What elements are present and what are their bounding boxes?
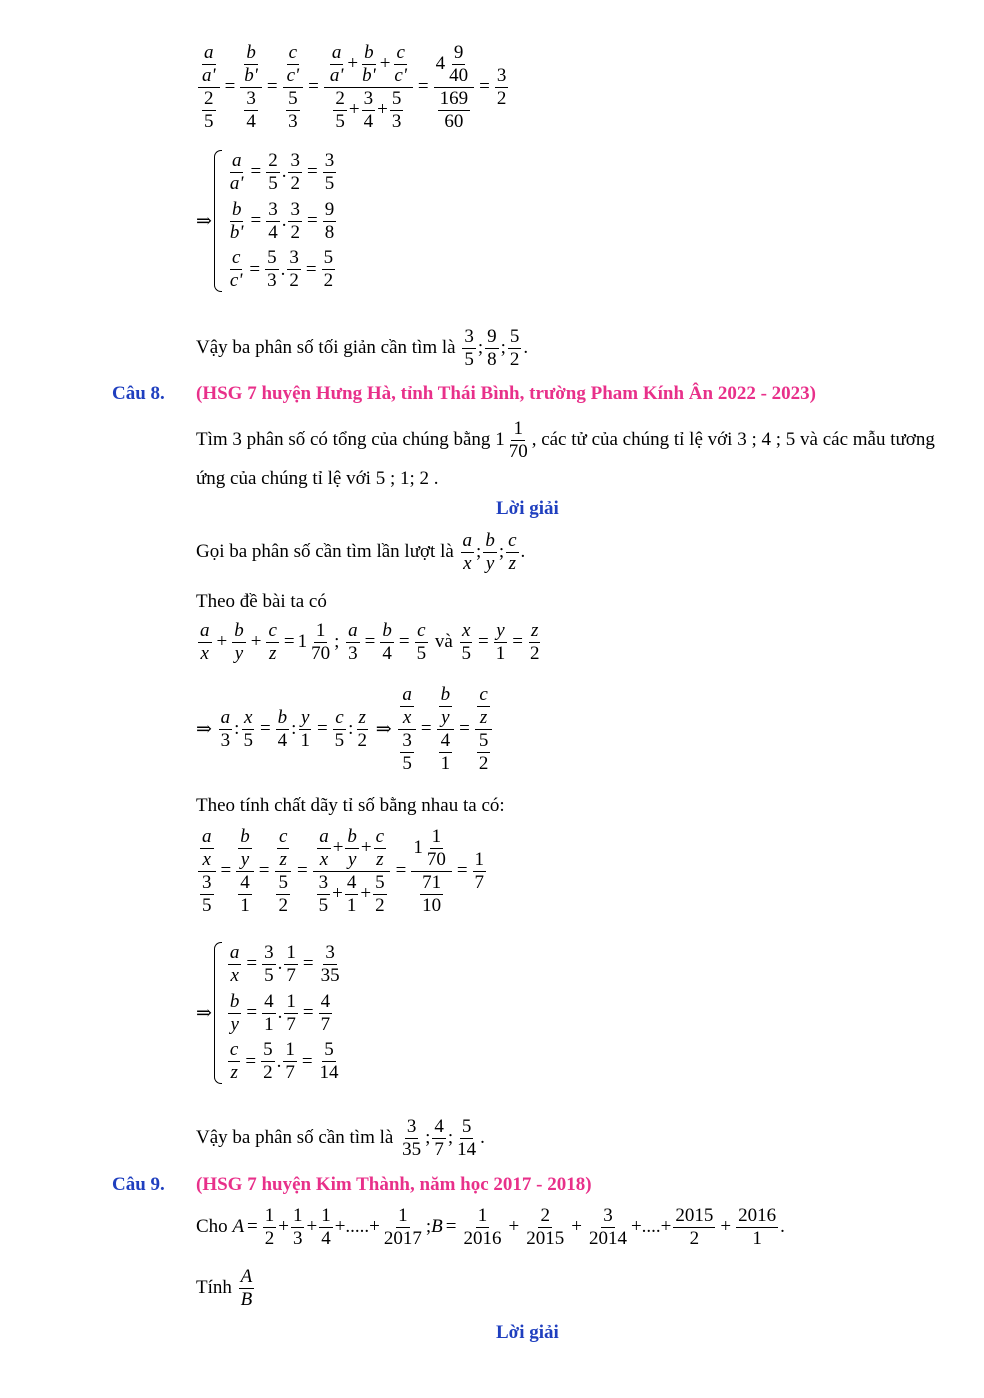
- result-system-2: ⇒ $\frac{a}{x}$ = $\frac{3}{5}$ . $\frac{1}{7}$ = $\frac{3}{35}$ $\frac{b}{y}$ = $\frac{4}{1}$ . $\frac{1}{7}$ = $\frac{4}{7}$ $\frac{c}{z}$ = $\frac{5}{2}$ . $\frac{1}{7}$ = $\frac{5}{14}$: [196, 942, 340, 1084]
- given-equations: a x + $\frac{b}{y}$ + $\frac{c}{z}$ = 1 1 70 ; $\frac{a}{3}$ = $\frac{b}{4}$ = $\frac{c}{5}$ và $\frac{x}{5}$ = $\frac{y}{1}$ = $\frac{z}{2}$: [200, 620, 540, 664]
- left-brace-icon: [214, 942, 222, 1084]
- conclusion-2: Vậy ba phân số cần tìm là 3 35 ; 4 7 ; 5 14 .: [196, 1116, 485, 1160]
- ratio-chain-equation: $\frac{\frac{a}{a'}}{\frac{2}{5}}$ = $\frac{\frac{b}{b'}}{\frac{3}{4}}$ = $\frac{\frac{c}{c'}}{\frac{5}{3}}$ = a a' + $\frac{b}{b'}$ + $\frac{c}{c'}$ 2 5 + $\frac{3}{4}$ + $\frac{5}{3}$ = 4 9 40 $\frac{169}{60}$ = $\frac{3}{2}$: [196, 42, 510, 132]
- let-fractions: Gọi ba phân số cần tìm lần lượt là a x ; b y ; c z .: [196, 530, 526, 574]
- result-system-1: ⇒ $\frac{a}{a'}$ = $\frac{2}{5}$ . $\frac{3}{2}$ = $\frac{3}{5}$ $\frac{b}{b'}$ = $\frac{3}{4}$ . $\frac{3}{2}$ = $\frac{9}{8}$ $\frac{c}{c'}$ = $\frac{5}{3}$ . $\frac{3}{2}$ = $\frac{5}{2}$: [196, 150, 335, 292]
- ratio-sum-equation: $\frac{\frac{a}{x}}{\frac{3}{5}}$ = $\frac{\frac{b}{y}}{\frac{4}{1}}$ = $\frac{\frac{c}{z}}{\frac{5}{2}}$ = a x + $\frac{b}{y}$ + $\frac{c}{z}$ 3 5 + $\frac{4}{1}$ + $\frac{5}{2}$ = 1 1 70 $\frac{71}{10}$ = $\frac{1}{7}$: [196, 826, 488, 916]
- given-text: Theo đề bài ta có: [196, 591, 327, 612]
- left-brace-icon: [214, 150, 222, 292]
- ratio-transform: ⇒ a 3 : $\frac{x}{5}$ = $\frac{b}{4}$ : $\frac{y}{1}$ = $\frac{c}{5}$ : z 2 ⇒ $\frac{\frac{a}{x}}{\frac{3}{5}}$ = $\frac{\frac{b}{y}}{\frac{4}{1}}$ = $\frac{\frac{c}{z}}{\frac{5}{2}}$: [196, 684, 494, 774]
- compute-ratio: Tính A B: [196, 1266, 253, 1310]
- solution-heading-9: Lời giải: [496, 1322, 559, 1343]
- question-8-source: (HSG 7 huyện Hưng Hà, tỉnh Thái Bình, trường Pham Kính Ân 2022 - 2023): [196, 383, 816, 404]
- property-text: Theo tính chất dãy tỉ số bằng nhau ta có:: [196, 795, 505, 816]
- question-9-label: Câu 9.: [112, 1174, 165, 1195]
- conclusion-1: Vậy ba phân số tối giản cần tìm là 3 5 ; 9 8 ; 5 2 .: [196, 326, 529, 370]
- question-8-label: Câu 8.: [112, 383, 165, 404]
- solution-heading-8: Lời giải: [496, 498, 559, 519]
- question-8-statement-line2: ứng của chúng tỉ lệ với 5 ; 1; 2 .: [196, 468, 439, 489]
- question-9-statement: Cho A = $\frac{1}{2}$ + $\frac{1}{3}$ + $\frac{1}{4}$ + ..... + $\frac{1}{2017}$ ; B = $\frac{1}{2016}$ + $\frac{2}{2015}$ + $\frac{3}{2014}$ + .... + $\frac{2015}{2}$ + $\frac{2016}{1}$ .: [196, 1205, 785, 1249]
- question-9-source: (HSG 7 huyện Kim Thành, năm học 2017 - 2018): [196, 1174, 592, 1195]
- question-8-statement-line1: Tìm 3 phân số có tổng của chúng bằng 1 1 70 , các tử của chúng tỉ lệ với 3 ; 4 ; 5 và các mẫu tương: [196, 418, 935, 462]
